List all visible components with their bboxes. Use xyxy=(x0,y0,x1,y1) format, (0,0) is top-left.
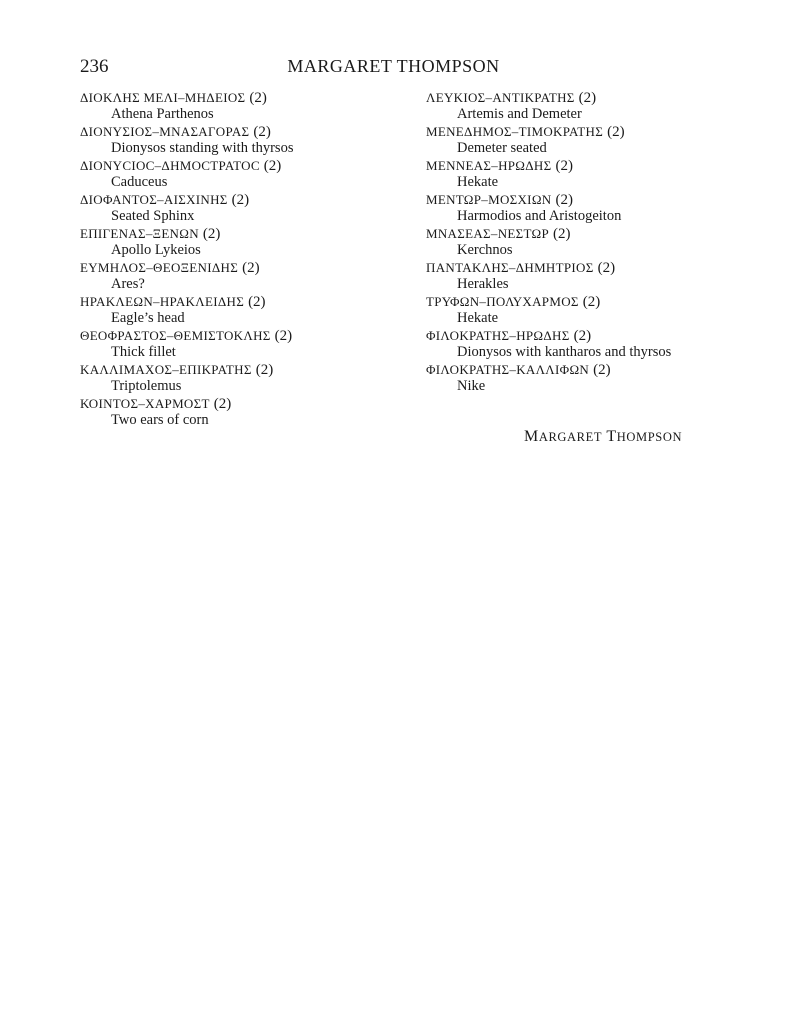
entry xyxy=(80,157,293,191)
entry xyxy=(80,361,293,395)
entry xyxy=(80,327,293,361)
coin-type: Hekate xyxy=(457,174,499,190)
coin-type: Seated Sphinx xyxy=(111,208,195,224)
coin-type: Dionysos standing with thyrsos xyxy=(111,140,294,156)
entry xyxy=(426,327,671,361)
entry-count: (2) xyxy=(555,192,573,208)
entry xyxy=(80,225,293,259)
magistrate-names: ΘΕΟΦΡΑΣΤΟΣ–ΘΕΜΙΣΤΟΚΛΗΣ xyxy=(80,328,271,343)
entry xyxy=(426,225,671,259)
entry xyxy=(426,259,671,293)
magistrate-names: ΔΙΟΝΥϹΙΟϹ–ΔΗΜΟϹΤΡΑΤΟϹ xyxy=(80,158,260,173)
magistrate-names: ΚΑΛΛΙΜΑΧΟΣ–ΕΠΙΚΡΑΤΗΣ xyxy=(80,362,252,377)
magistrate-names: ΕΠΙΓΕΝΑΣ–ΞΕΝΩΝ xyxy=(80,226,199,241)
entry xyxy=(80,259,293,293)
entry-count: (2) xyxy=(253,124,271,140)
entry-count: (2) xyxy=(213,396,232,412)
entry xyxy=(426,361,671,395)
coin-type: Triptolemus xyxy=(111,378,182,394)
coin-type: Two ears of corn xyxy=(111,412,209,428)
entry xyxy=(426,293,671,327)
entry xyxy=(80,89,293,123)
magistrate-names: ΤΡΥΦΩΝ–ΠΟΛΥΧΑΡΜΟΣ xyxy=(426,294,579,309)
coin-type: Apollo Lykeios xyxy=(111,242,201,258)
coin-type: Thick fillet xyxy=(111,344,176,360)
entry-count: (2) xyxy=(263,158,282,174)
magistrate-names: ΗΡΑΚΛΕΩΝ–ΗΡΑΚΛΕΙΔΗΣ xyxy=(80,294,245,309)
coin-type: Nike xyxy=(457,378,486,394)
magistrate-names: ΕΥΜΗΛΟΣ–ΘΕΟΞΕΝΙΔΗΣ xyxy=(80,260,239,275)
entry xyxy=(426,191,671,225)
coin-type: Dionysos with kantharos and thyrsos xyxy=(457,344,672,360)
running-head: MARGARET THOMPSON xyxy=(287,56,500,76)
magistrate-names: ΔΙΟΝΥΣΙΟΣ–ΜΝΑΣΑΓΟΡΑΣ xyxy=(80,124,250,139)
entry xyxy=(80,191,293,225)
entry-count: (2) xyxy=(607,124,625,140)
signature-first-initial: M xyxy=(524,428,539,445)
entry-count: (2) xyxy=(597,260,616,276)
right-column xyxy=(426,89,671,395)
coin-type: Demeter seated xyxy=(457,140,547,156)
entry-count: (2) xyxy=(578,90,597,106)
magistrate-names: ΔΙΟΦΑΝΤΟΣ–ΑΙΣΧΙΝΗΣ xyxy=(80,192,228,207)
coin-type: Harmodios and Aristogeiton xyxy=(457,208,622,224)
entry-count: (2) xyxy=(274,328,293,344)
magistrate-names: ΜΝΑΣΕΑΣ–ΝΕΣΤΩΡ xyxy=(426,226,549,241)
entry xyxy=(426,123,671,157)
magistrate-names: ΚΟΙΝΤΟΣ–ΧΑΡΜΟΣΤ xyxy=(80,396,210,411)
entry-count: (2) xyxy=(242,260,260,276)
entry-count: (2) xyxy=(573,328,592,344)
magistrate-names: ΛΕΥΚΙΟΣ–ΑΝΤΙΚΡΑΤΗΣ xyxy=(426,90,575,105)
coin-type: Herakles xyxy=(457,276,509,292)
signature-first-rest: ARGARET xyxy=(538,430,603,444)
signature-last-rest: HOMPSON xyxy=(616,430,683,444)
magistrate-names: ΔΙΟΚΛΗΣ ΜΕΛΙ–ΜΗΔΕΙΟΣ xyxy=(80,90,246,105)
entry-count: (2) xyxy=(248,294,266,310)
magistrate-names: ΜΕΝΝΕΑΣ–ΗΡΩΔΗΣ xyxy=(426,158,552,173)
entry xyxy=(80,395,293,429)
entry-count: (2) xyxy=(255,362,274,378)
entry-count: (2) xyxy=(593,362,611,378)
coin-type: Hekate xyxy=(457,310,499,326)
magistrate-names: ΜΕΝΤΩΡ–ΜΟΣΧΙΩΝ xyxy=(426,192,552,207)
coin-type: Athena Parthenos xyxy=(111,106,214,122)
entry xyxy=(426,157,671,191)
magistrate-names: ΠΑΝΤΑΚΛΗΣ–ΔΗΜΗΤΡΙΟΣ xyxy=(426,260,594,275)
entry-count: (2) xyxy=(582,294,601,310)
coin-type: Kerchnos xyxy=(457,242,513,258)
magistrate-names: ΜΕΝΕΔΗΜΟΣ–ΤΙΜΟΚΡΑΤΗΣ xyxy=(426,124,604,139)
coin-type: Ares? xyxy=(111,276,145,292)
coin-type: Artemis and Demeter xyxy=(457,106,582,122)
signature-last-initial: T xyxy=(606,428,617,445)
coin-type: Caduceus xyxy=(111,174,168,190)
coin-type: Eagle’s head xyxy=(111,310,185,326)
entry xyxy=(426,89,671,123)
entry-count: (2) xyxy=(555,158,573,174)
magistrate-names: ΦΙΛΟΚΡΑΤΗΣ–ΚΑΛΛΙΦΩΝ xyxy=(426,362,590,377)
entry-count: (2) xyxy=(202,226,221,242)
entry xyxy=(80,123,293,157)
entry xyxy=(80,293,293,327)
magistrate-names: ΦΙΛΟΚΡΑΤΗΣ–ΗΡΩΔΗΣ xyxy=(426,328,570,343)
entry-count: (2) xyxy=(249,90,267,106)
author-signature xyxy=(524,428,682,446)
left-column xyxy=(80,89,293,429)
entry-count: (2) xyxy=(231,192,250,208)
page-number: 236 xyxy=(80,56,109,77)
entry-count: (2) xyxy=(553,226,571,242)
